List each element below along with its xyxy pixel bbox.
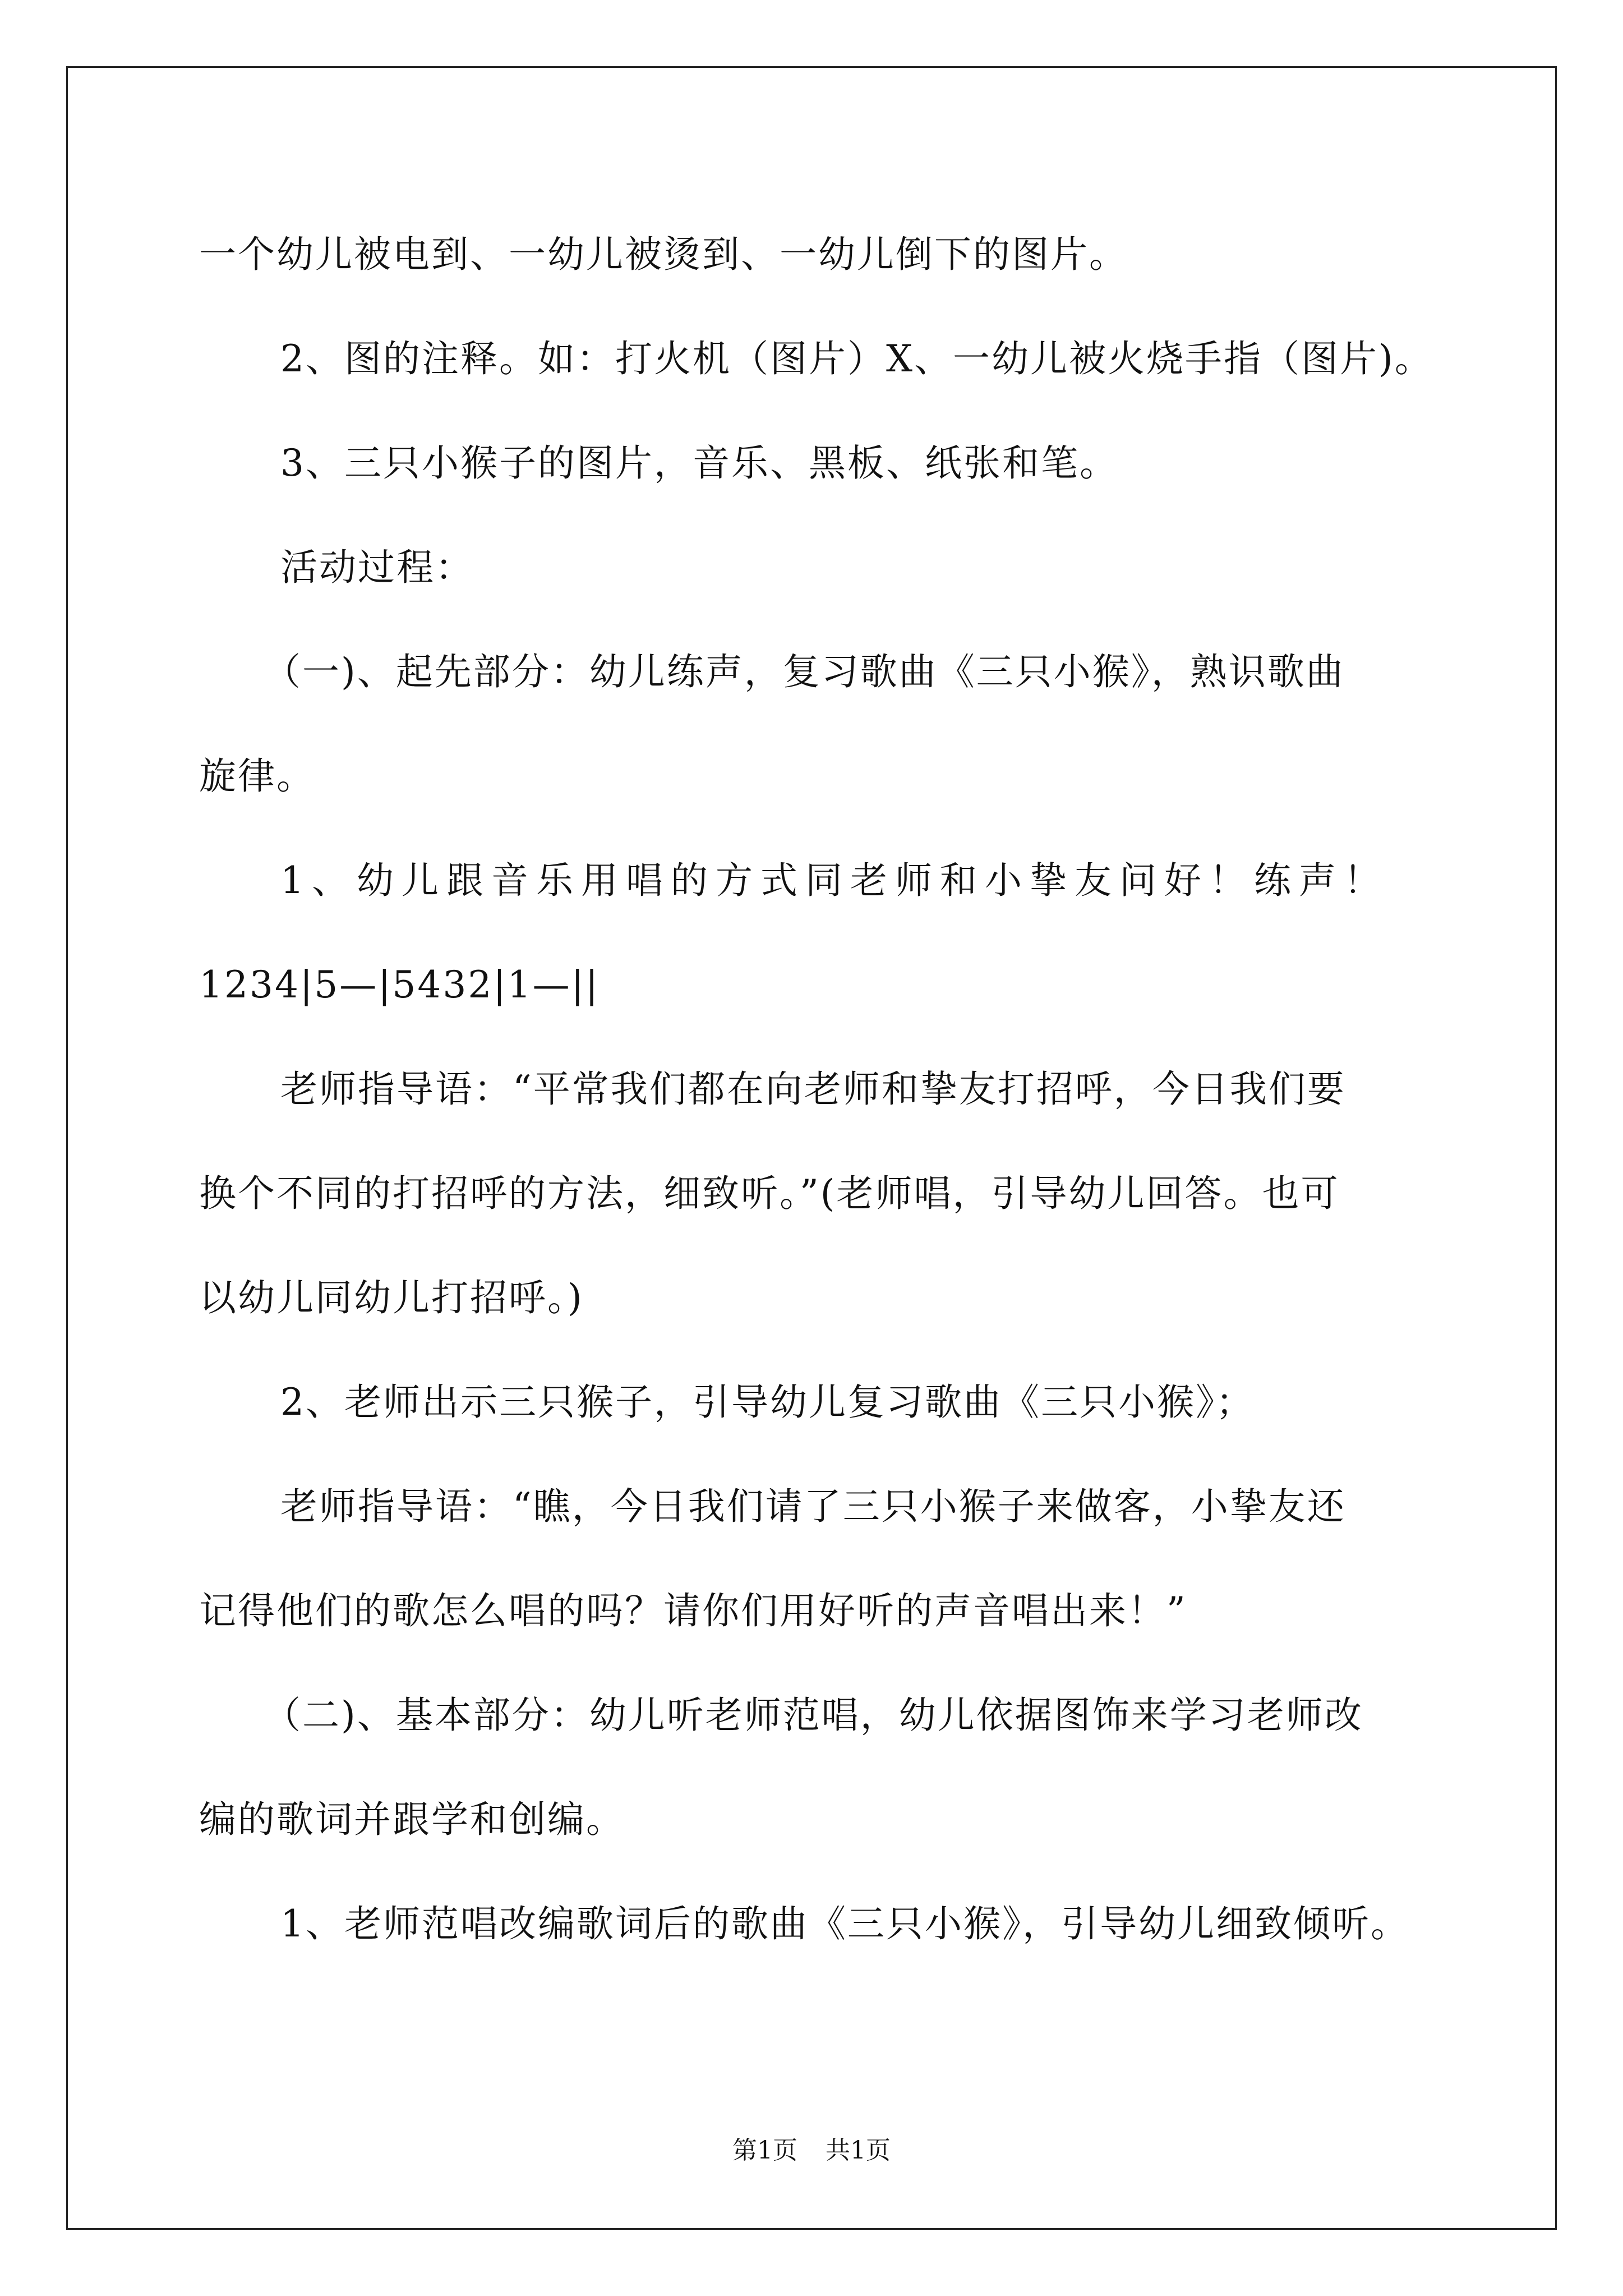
text-line: 换个不同的打招呼的方法，细致听。”(老师唱，引导幼儿回答。也可 [199, 1172, 1340, 1215]
text-line: 记得他们的歌怎么唱的吗？请你们用好听的声音唱出来！” [199, 1589, 1187, 1632]
page-footer [0, 2138, 1623, 2163]
text-line: 一个幼儿被电到、一幼儿被烫到、一幼儿倒下的图片。 [199, 233, 1128, 276]
text-line: 1、幼儿跟音乐用唱的方式同老师和小挚友问好！练声！ [280, 859, 1389, 902]
text-line: （一)、起先部分：幼儿练声，复习歌曲《三只小猴》，熟识歌曲 [264, 650, 1345, 693]
text-line: （二)、基本部分：幼儿听老师范唱，幼儿依据图饰来学习老师改 [264, 1694, 1363, 1737]
text-line: 2、图的注释。如：打火机（图片）X、一幼儿被火烧手指（图片)。 [280, 337, 1433, 380]
text-line: 老师指导语：“平常我们都在向老师和挚友打招呼，今日我们要 [280, 1068, 1346, 1111]
text-line: 编的歌词并跟学和创编。 [199, 1798, 625, 1841]
text-line: 活动过程： [280, 546, 474, 589]
page-number: 第1页 [732, 2136, 797, 2165]
page-total: 共1页 [826, 2136, 891, 2165]
text-line: 3、三只小猴子的图片，音乐、黑板、纸张和笔。 [280, 441, 1118, 485]
text-line: 旋律。 [199, 754, 315, 798]
text-line: 2、老师出示三只猴子，引导幼儿复习歌曲《三只小猴》； [280, 1381, 1255, 1424]
text-line: 老师指导语：“瞧，今日我们请了三只小猴子来做客，小挚友还 [280, 1485, 1346, 1528]
text-line: 以幼儿同幼儿打招呼。) [199, 1276, 584, 1319]
text-line: 1234|5—|5432|1—|| [199, 963, 600, 1006]
text-line: 1、老师范唱改编歌词后的歌曲《三只小猴》，引导幼儿细致倾听。 [280, 1902, 1409, 1945]
